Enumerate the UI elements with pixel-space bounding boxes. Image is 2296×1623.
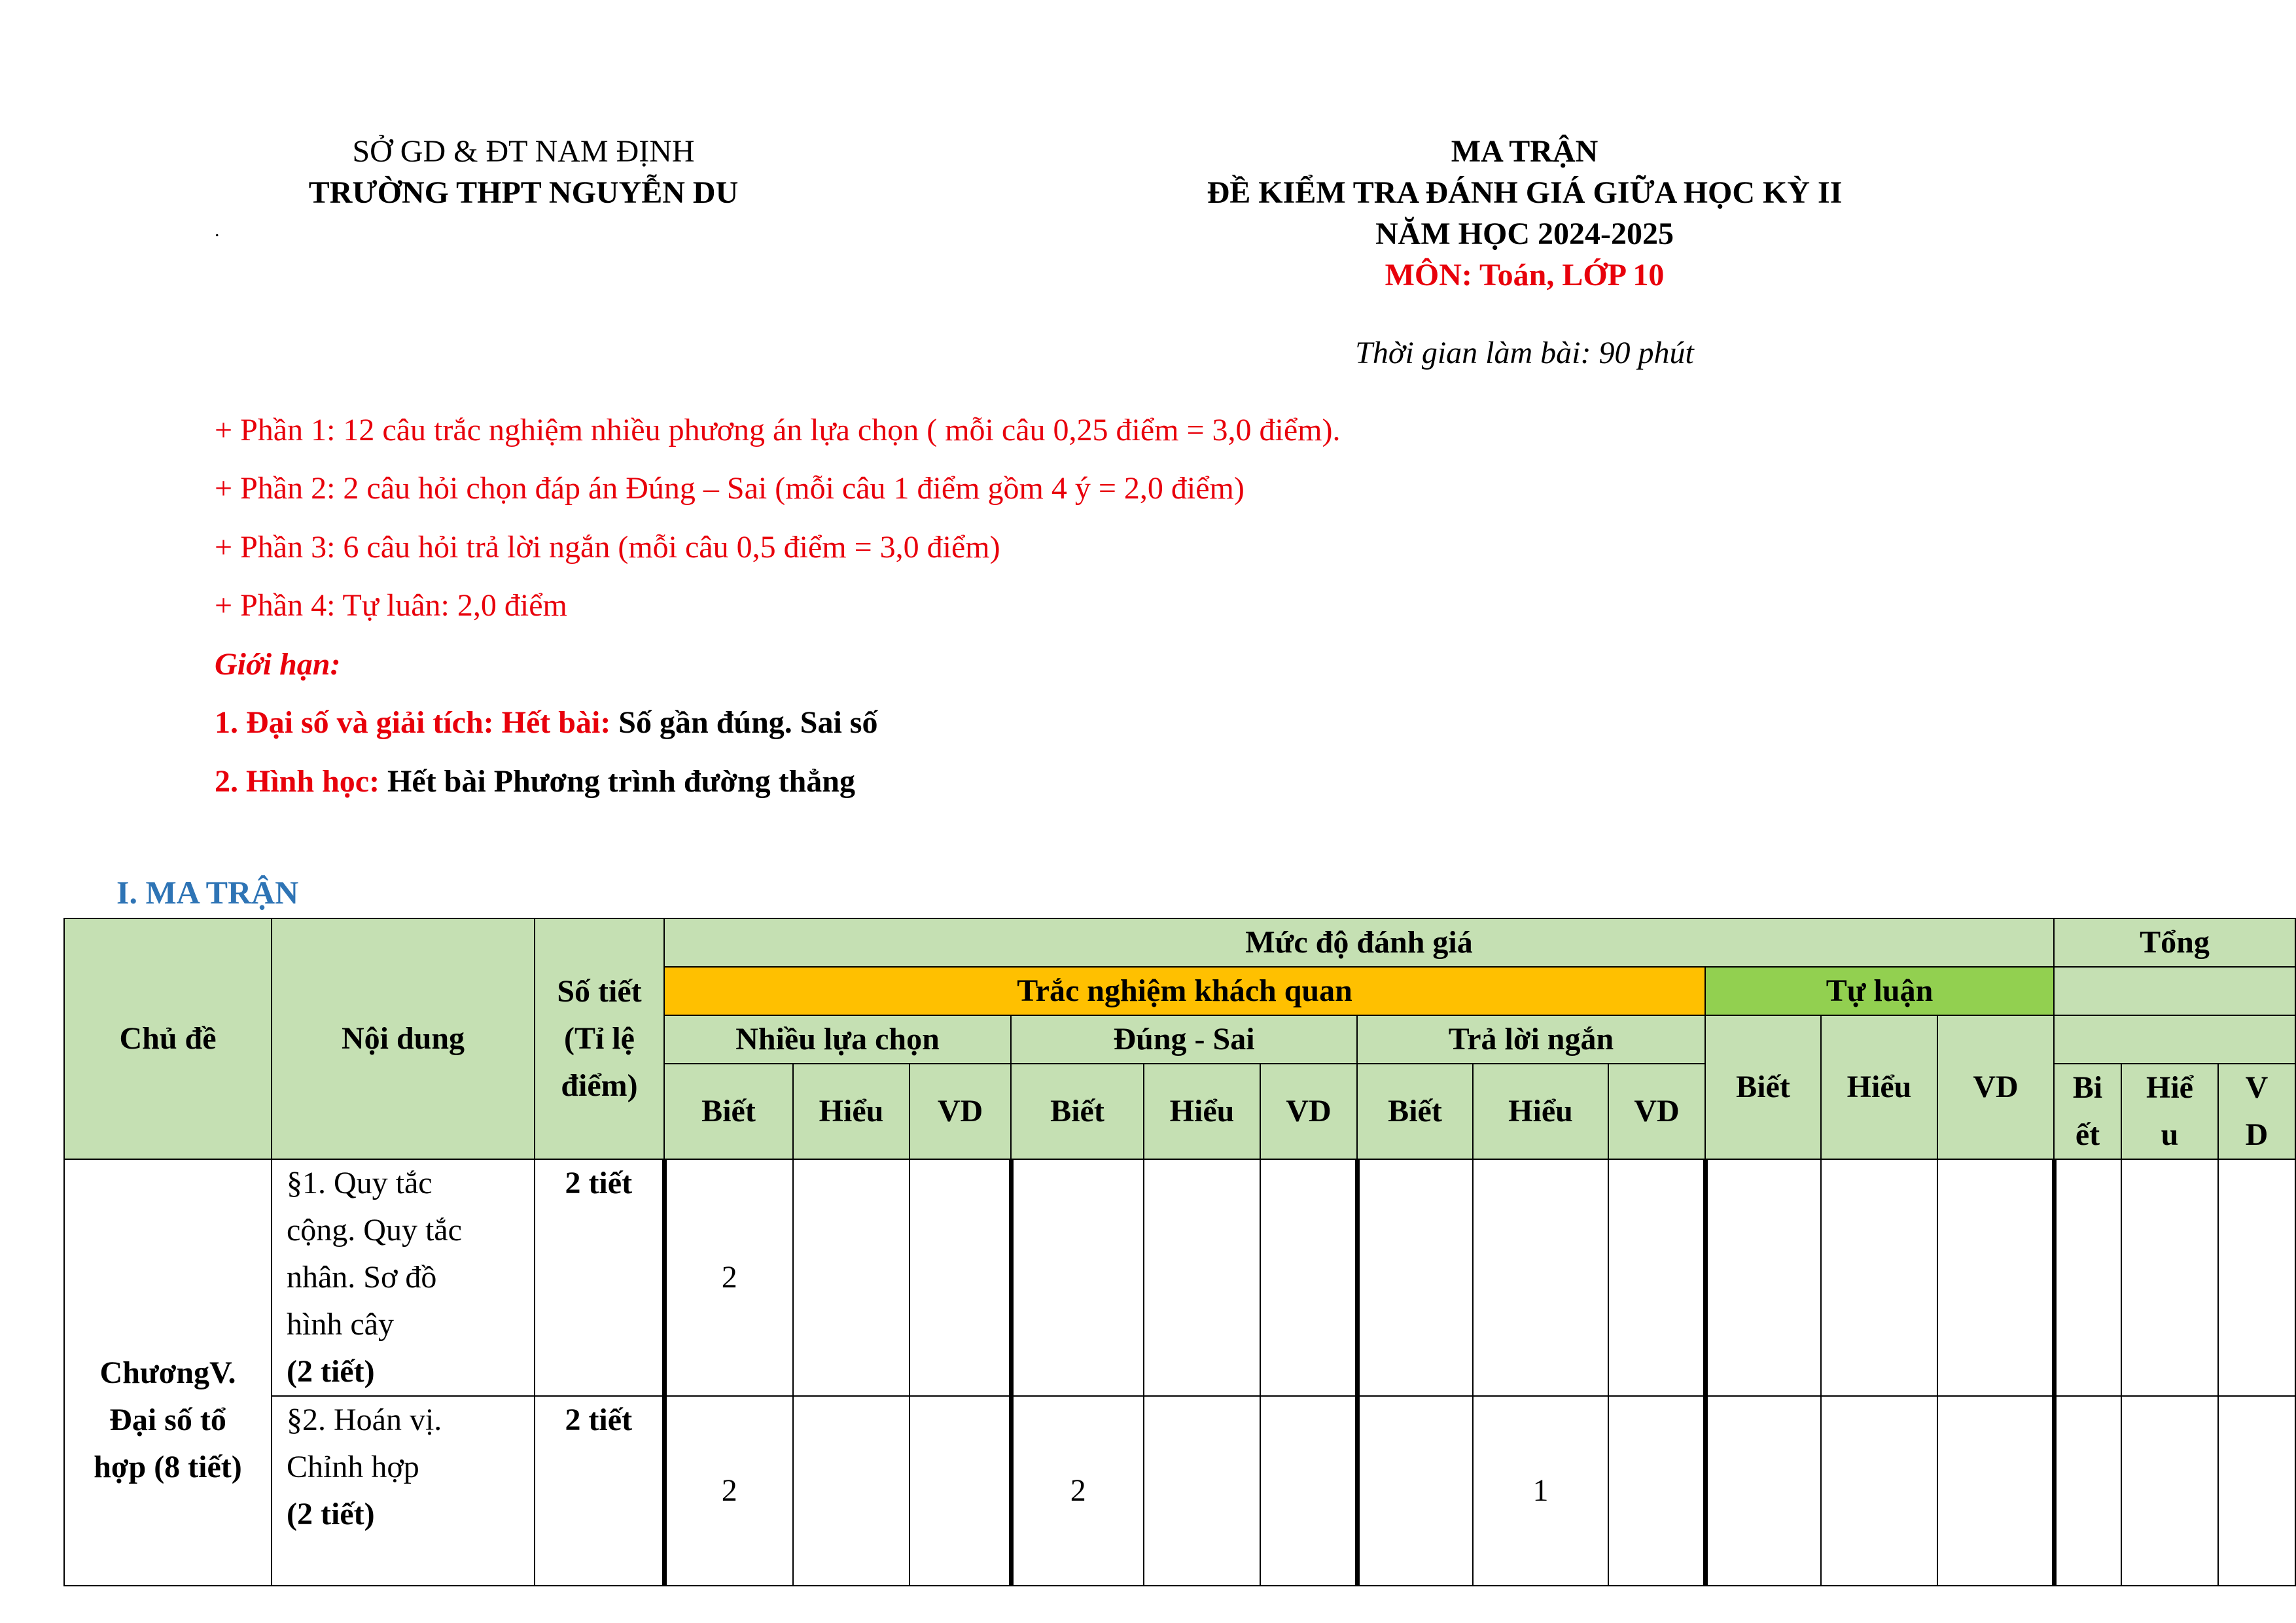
total-know-cell (2054, 1396, 2121, 1586)
content-line: Chỉnh hợp (287, 1450, 419, 1484)
header-tf-know: Biết (1011, 1064, 1144, 1159)
matrix-table (63, 918, 2296, 1586)
header-essay-apply: VD (1937, 1015, 2054, 1159)
part-1-text: + Phần 1: 12 câu trắc nghiệm nhiều phương án lựa chọn ( mỗi câu 0,25 điểm = 3,0 điểm). (215, 413, 1341, 447)
periods-cell: 2 tiết (535, 1396, 664, 1586)
essay-apply-cell (1937, 1159, 2054, 1396)
section-title: I. MA TRẬN (116, 874, 299, 911)
mc-know-cell: 2 (664, 1396, 793, 1586)
limit-geometry (215, 763, 855, 799)
header-objective: Trắc nghiệm khách quan (664, 967, 1705, 1015)
header-content: Nội dung (272, 918, 535, 1159)
header-total-apply-line1: V (2245, 1070, 2269, 1105)
content-line: §1. Quy tắc (287, 1166, 433, 1200)
header-total-understand (2121, 1064, 2218, 1159)
periods-cell: 2 tiết (535, 1159, 664, 1396)
mc-understand-cell (793, 1396, 910, 1586)
header-total-know-line2: ết (2075, 1117, 2100, 1152)
essay-know-cell (1705, 1159, 1821, 1396)
content-periods: (2 tiết) (287, 1354, 375, 1389)
essay-apply-cell (1937, 1396, 2054, 1586)
content-cell (272, 1396, 535, 1586)
header-sa-apply: VD (1608, 1064, 1705, 1159)
header-total-know-line1: Bi (2072, 1070, 2103, 1105)
total-apply-cell (2218, 1396, 2295, 1586)
header-total-blank (2054, 967, 2295, 1015)
limit-algebra-value: Số gần đúng. Sai số (610, 705, 878, 740)
exam-title: ĐỀ KIỂM TRA ĐÁNH GIÁ GIỮA HỌC KỲ II (1207, 175, 1843, 210)
sa-apply-cell (1608, 1159, 1705, 1396)
table-row (64, 1159, 2295, 1396)
header-mc-understand: Hiểu (793, 1064, 910, 1159)
header-sa-know: Biết (1357, 1064, 1473, 1159)
sa-apply-cell (1608, 1396, 1705, 1586)
tf-know-cell: 2 (1011, 1396, 1144, 1586)
chapter-line3: hợp (8 tiết) (94, 1449, 242, 1484)
header-periods-line2: (Tỉ lệ (564, 1021, 635, 1056)
header-essay: Tự luận (1705, 967, 2054, 1015)
content-line: cộng. Quy tắc (287, 1213, 462, 1248)
content-cell (272, 1159, 535, 1396)
limit-algebra (215, 705, 877, 741)
mc-understand-cell (793, 1159, 910, 1396)
sa-understand-cell (1473, 1159, 1608, 1396)
header-tf-understand: Hiểu (1144, 1064, 1260, 1159)
content-line: nhân. Sơ đồ (287, 1260, 437, 1295)
header-total-apply-line2: D (2245, 1117, 2269, 1152)
tf-understand-cell (1144, 1396, 1260, 1586)
header-sa-understand: Hiểu (1473, 1064, 1608, 1159)
chapter-line2: Đại số tổ (109, 1402, 226, 1437)
limits-title: Giới hạn: (215, 647, 341, 682)
sa-know-cell (1357, 1396, 1473, 1586)
tf-apply-cell (1260, 1396, 1357, 1586)
subject-line: MÔN: Toán, LỚP 10 (1385, 258, 1665, 292)
header-assessment-level: Mức độ đánh giá (664, 918, 2054, 967)
header-topic: Chủ đề (64, 918, 272, 1159)
header-total-understand-line1: Hiể (2146, 1070, 2193, 1105)
content-line: hình cây (287, 1307, 394, 1342)
header-short-answer: Trả lời ngắn (1357, 1015, 1705, 1064)
total-know-cell (2054, 1159, 2121, 1396)
header-mc-know: Biết (664, 1064, 793, 1159)
header-total-blank-2 (2054, 1015, 2295, 1064)
essay-know-cell (1705, 1396, 1821, 1586)
header-periods-line3: điểm) (561, 1068, 638, 1103)
chapter-line1: ChươngV. (99, 1355, 236, 1390)
mc-apply-cell (910, 1159, 1011, 1396)
total-understand-cell (2121, 1159, 2218, 1396)
header-total-apply (2218, 1064, 2295, 1159)
part-4-text: + Phần 4: Tự luân: 2,0 điểm (215, 588, 567, 623)
limit-algebra-label: 1. Đại số và giải tích: Hết bài: (215, 705, 611, 740)
limit-geometry-label: 2. Hình học: (215, 764, 380, 799)
header-total-understand-line2: u (2161, 1117, 2179, 1152)
header-dot: . (215, 219, 220, 241)
content-line: §2. Hoán vị. (287, 1403, 442, 1437)
content-periods: (2 tiết) (287, 1497, 375, 1531)
limit-geometry-value: Hết bài Phương trình đường thẳng (380, 764, 855, 799)
essay-understand-cell (1821, 1396, 1937, 1586)
total-apply-cell (2218, 1159, 2295, 1396)
sa-understand-cell: 1 (1473, 1396, 1608, 1586)
department-name: SỞ GD & ĐT NAM ĐỊNH (352, 134, 695, 169)
tf-understand-cell (1144, 1159, 1260, 1396)
header-periods-line1: Số tiết (557, 974, 642, 1009)
table-row (64, 1396, 2295, 1586)
header-true-false: Đúng - Sai (1011, 1015, 1357, 1064)
header-tf-apply: VD (1260, 1064, 1357, 1159)
header-essay-understand: Hiểu (1821, 1015, 1937, 1159)
school-header (196, 131, 851, 213)
sa-know-cell (1357, 1159, 1473, 1396)
tf-apply-cell (1260, 1159, 1357, 1396)
document-title: MA TRẬN (1451, 134, 1598, 169)
tf-know-cell (1011, 1159, 1144, 1396)
school-name: TRƯỜNG THPT NGUYỄN DU (308, 175, 739, 210)
chapter-cell (64, 1159, 272, 1586)
header-multiple-choice: Nhiều lựa chọn (664, 1015, 1011, 1064)
header-mc-apply: VD (910, 1064, 1011, 1159)
mc-apply-cell (910, 1396, 1011, 1586)
header-total-know (2054, 1064, 2121, 1159)
document-header (1125, 131, 1924, 296)
school-year: NĂM HỌC 2024-2025 (1375, 217, 1674, 251)
part-3-text: + Phần 3: 6 câu hỏi trả lời ngắn (mỗi câu 0,5 điểm = 3,0 điểm) (215, 530, 1000, 565)
part-2-text: + Phần 2: 2 câu hỏi chọn đáp án Đúng – Sai (mỗi câu 1 điểm gồm 4 ý = 2,0 điểm) (215, 471, 1245, 506)
total-understand-cell (2121, 1396, 2218, 1586)
header-periods (535, 918, 664, 1159)
header-total: Tổng (2054, 918, 2295, 967)
exam-duration: Thời gian làm bài: 90 phút (1355, 336, 1694, 370)
mc-know-cell: 2 (664, 1159, 793, 1396)
header-essay-know: Biết (1705, 1015, 1821, 1159)
essay-understand-cell (1821, 1159, 1937, 1396)
